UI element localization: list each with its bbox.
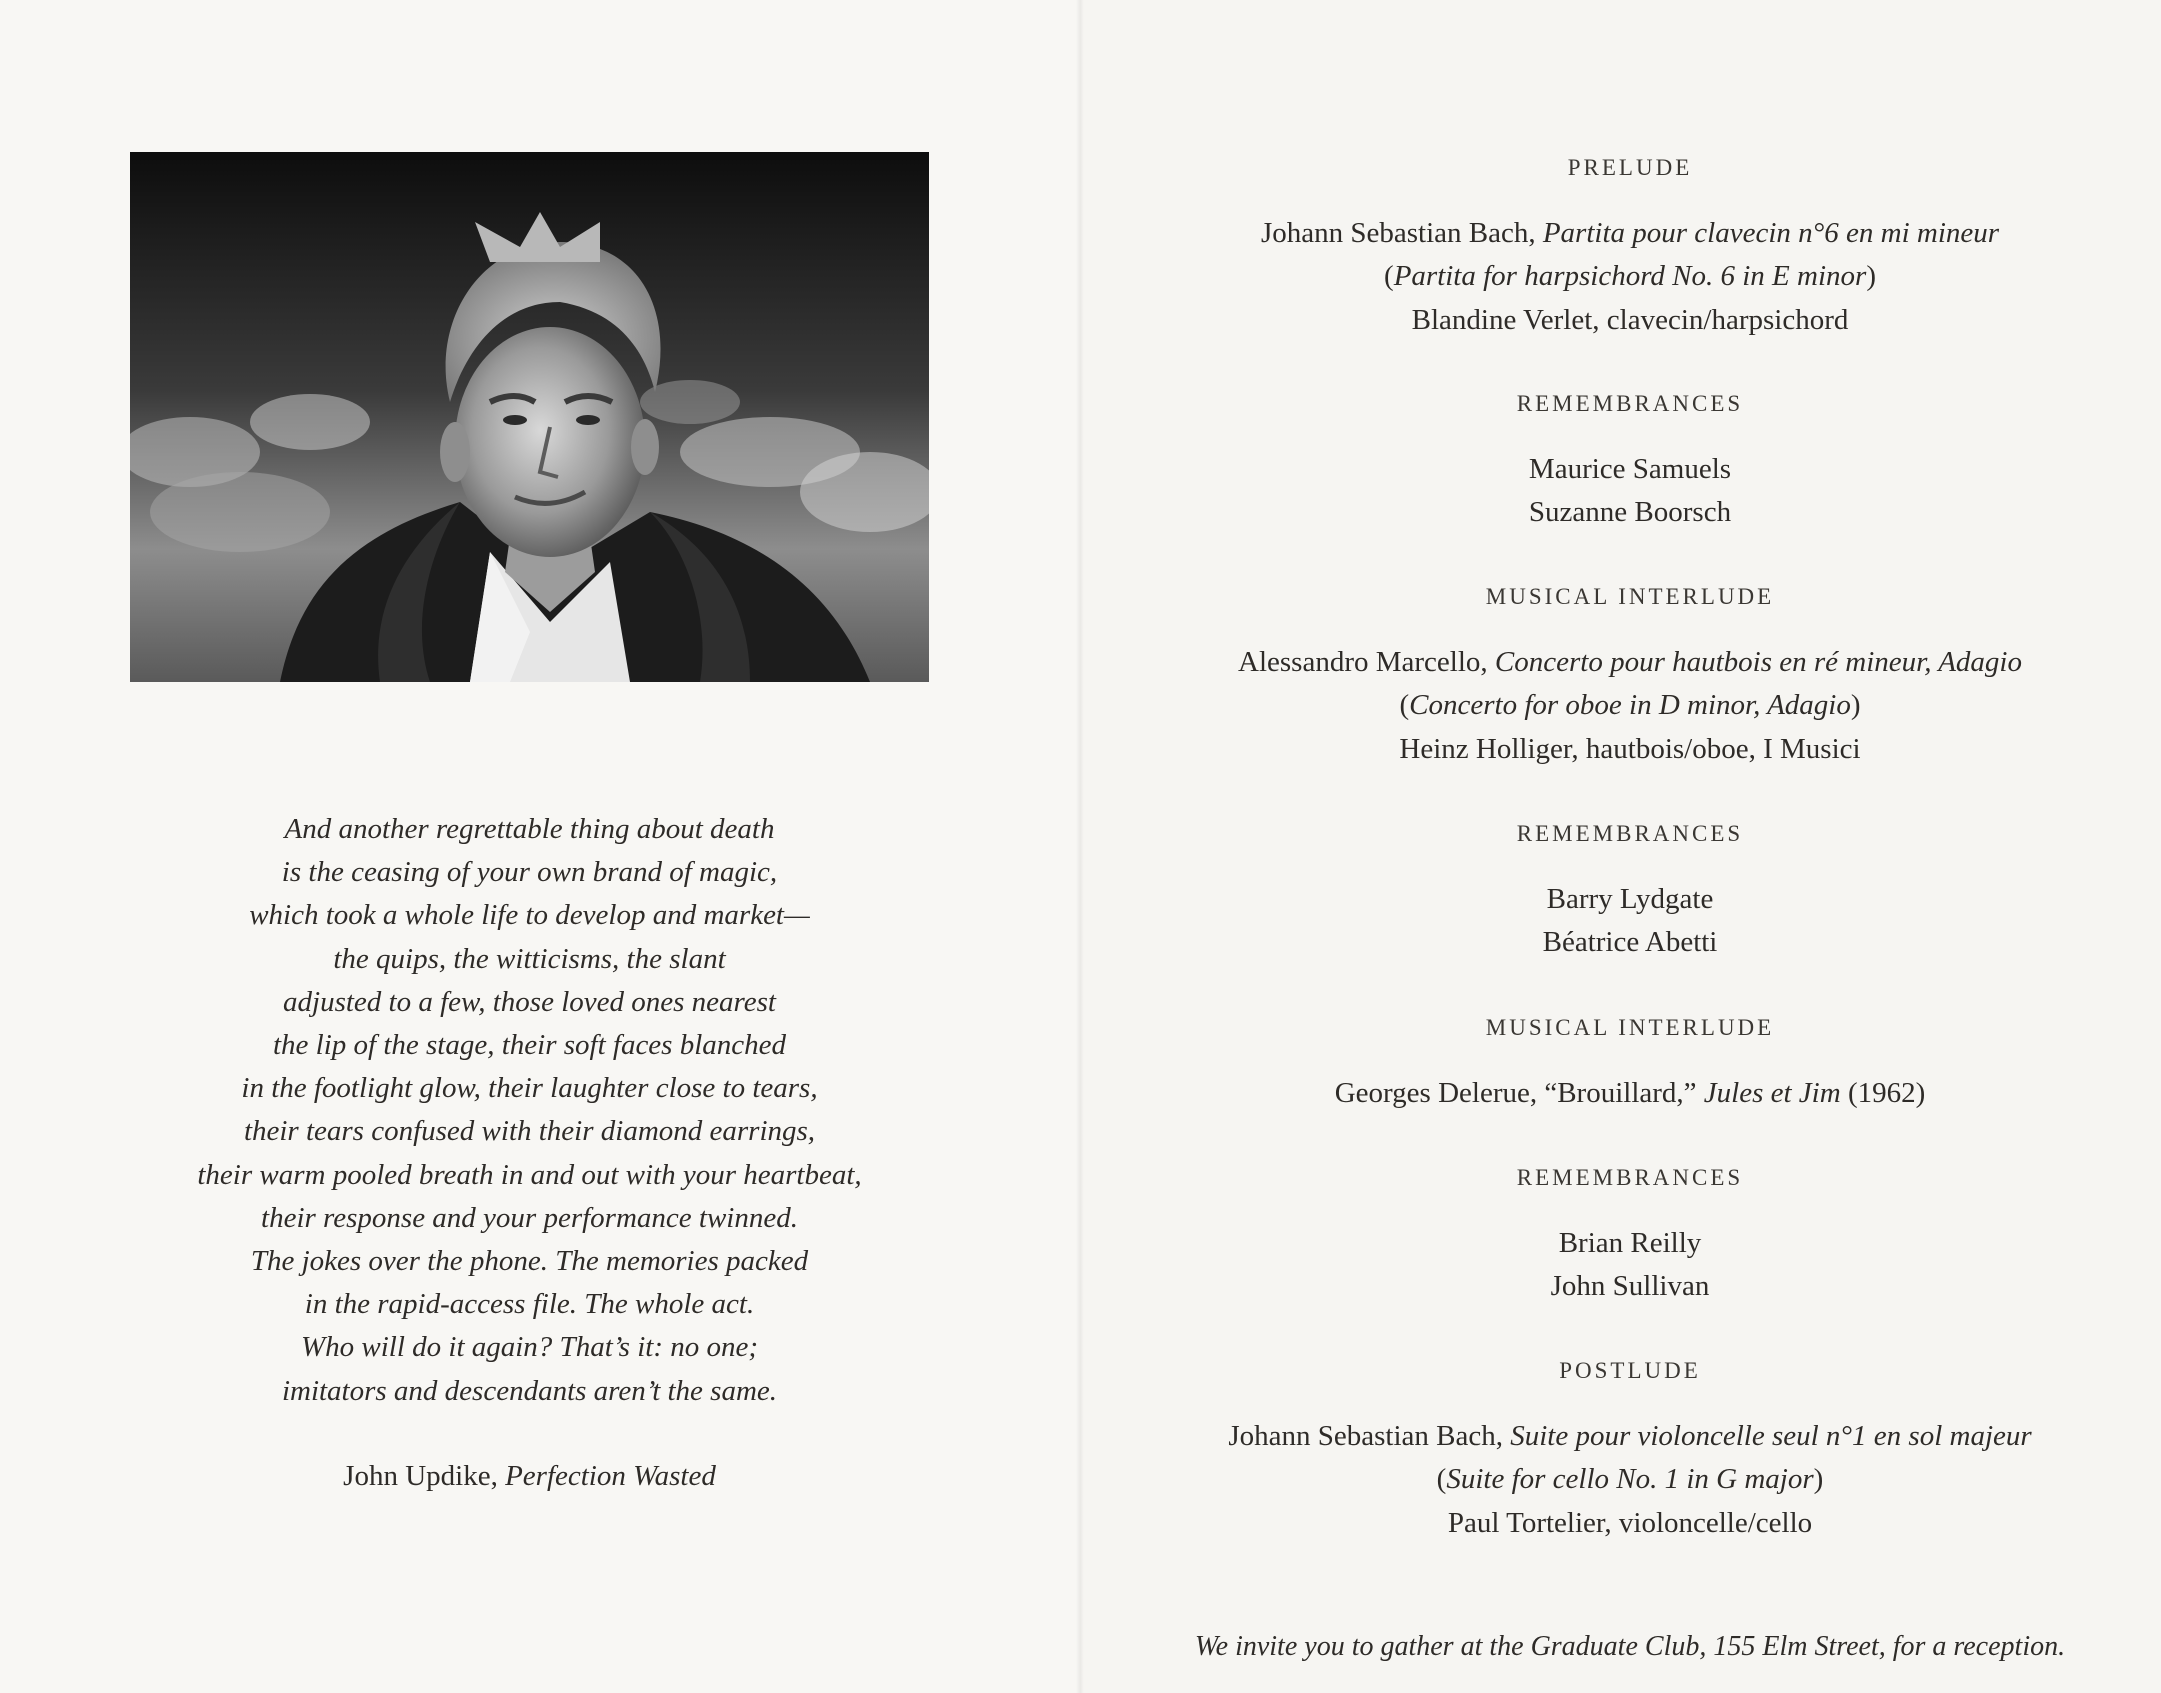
work-title: Suite pour violoncelle seul n°1 en sol majeur [1510, 1420, 2032, 1452]
page-fold [1076, 0, 1084, 1693]
speaker-name: Barry Lydgate [1546, 883, 1714, 915]
reception-invitation: We invite you to gather at the Graduate Club, 155 Elm Street, for a reception. [1194, 1631, 2066, 1662]
film-year: (1962) [1847, 1077, 1926, 1109]
musical-interlude-section [1200, 579, 2060, 771]
film-title: Jules et Jim [1703, 1077, 1841, 1109]
poem-line: is the ceasing of your own brand of magic, [281, 856, 778, 889]
poem-line: in the footlight glow, their laughter close to tears, [241, 1072, 818, 1105]
section-heading: REMEMBRANCES [1516, 1165, 1744, 1190]
poem [130, 808, 929, 1413]
poem-attribution [130, 1460, 929, 1493]
poem-line: imitators and descendants aren’t the same. [281, 1374, 778, 1407]
prelude-section [1200, 150, 2060, 342]
music-title-line [1200, 641, 2060, 684]
poem-line: adjusted to a few, those loved ones nearest [283, 985, 776, 1018]
composer-piece: Georges Delerue, “Brouillard,” [1334, 1077, 1697, 1109]
translation-line: (Suite for cello No. 1 in G major) [1436, 1463, 1824, 1496]
portrait-photo [130, 152, 929, 682]
performer: Blandine Verlet, clavecin/harpsichord [1411, 303, 1849, 336]
remembrances-section [1200, 816, 2060, 965]
poem-line: in the rapid-access file. The whole act. [304, 1288, 755, 1321]
speaker-name: John Sullivan [1550, 1270, 1710, 1303]
poem-line: their warm pooled breath in and out with your heartbeat, [197, 1158, 862, 1191]
work-title: Concerto pour hautbois en ré mineur, Adagio [1494, 646, 2022, 678]
musical-interlude-section [1200, 1010, 2060, 1115]
speaker-name: Maurice Samuels [1528, 453, 1732, 485]
poem-line: The jokes over the phone. The memories packed [250, 1245, 809, 1278]
work-title: Partita pour clavecin n°6 en mi mineur [1542, 217, 2000, 249]
speaker-name: Suzanne Boorsch [1528, 496, 1732, 529]
section-heading: MUSICAL INTERLUDE [1485, 1015, 1775, 1040]
composer: Alessandro Marcello, [1238, 646, 1488, 678]
translation: Partita for harpsichord No. 6 in E minor [1393, 260, 1867, 293]
remembrances-section [1200, 1160, 2060, 1309]
section-heading: PRELUDE [1567, 155, 1693, 180]
attribution-work: Perfection Wasted [505, 1460, 716, 1492]
attribution-author: John Updike, [343, 1460, 498, 1492]
section-heading: REMEMBRANCES [1516, 391, 1744, 416]
translation-line: (Concerto for oboe in D minor, Adagio) [1399, 689, 1861, 722]
poem-line: their response and your performance twinned. [261, 1201, 798, 1234]
speaker-name: Béatrice Abetti [1542, 926, 1718, 959]
music-title-line [1200, 1072, 2060, 1115]
translation: Suite for cello No. 1 in G major [1446, 1463, 1814, 1496]
section-heading: MUSICAL INTERLUDE [1485, 584, 1775, 609]
poem-line: And another regrettable thing about death [284, 813, 775, 845]
translation: Concerto for oboe in D minor, Adagio [1409, 689, 1851, 722]
speaker-name: Brian Reilly [1558, 1227, 1702, 1259]
poem-line: the lip of the stage, their soft faces blanched [272, 1029, 787, 1062]
poem-line: which took a whole life to develop and market— [249, 899, 810, 932]
section-heading: POSTLUDE [1559, 1358, 1701, 1383]
composer: Johann Sebastian Bach, [1228, 1420, 1503, 1452]
composer: Johann Sebastian Bach, [1260, 217, 1536, 249]
postlude-section [1200, 1353, 2060, 1545]
remembrances-section [1200, 386, 2060, 535]
music-title-line [1200, 1415, 2060, 1458]
performer: Paul Tortelier, violoncelle/cello [1447, 1506, 1813, 1539]
poem-line: Who will do it again? That’s it: no one; [300, 1331, 759, 1364]
poem-line: the quips, the witticisms, the slant [333, 942, 726, 975]
music-title-line [1200, 212, 2060, 255]
poem-line: their tears confused with their diamond earrings, [243, 1115, 816, 1148]
performer: Heinz Holliger, hautbois/oboe, I Musici [1399, 732, 1861, 765]
translation-line: (Partita for harpsichord No. 6 in E minor) [1384, 260, 1876, 293]
section-heading: REMEMBRANCES [1516, 821, 1744, 846]
